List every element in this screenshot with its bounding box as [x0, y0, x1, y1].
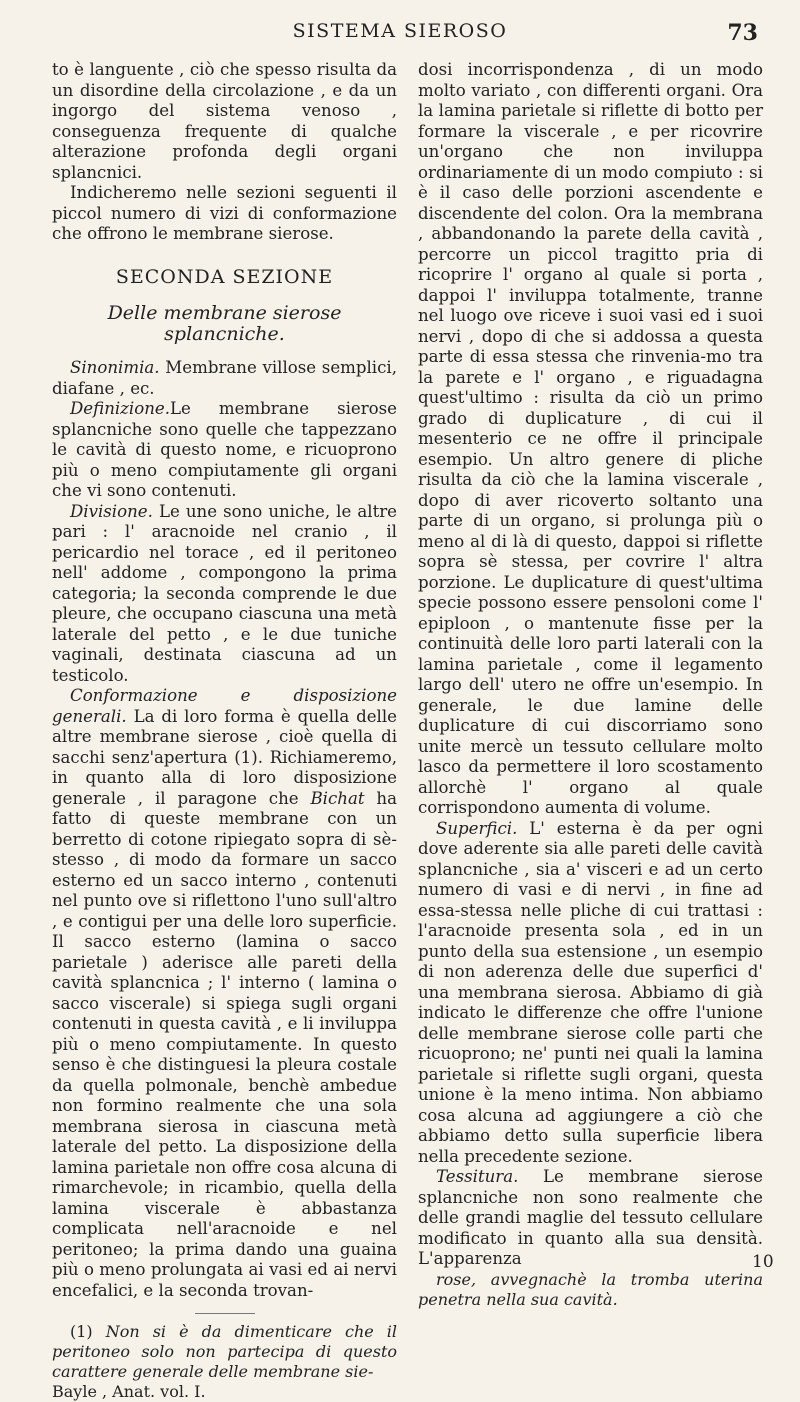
term-label: Definizione.: [70, 399, 171, 418]
paragraph-text: Le membrane sierose splancniche non sono realmente che delle grandi maglie del tessuto cellulare modificato in quanto alla sua densità. L'apparenza: [418, 1167, 763, 1268]
left-column: [52, 60, 397, 1402]
author-name: Bichat: [310, 788, 365, 808]
paragraph-text: ha fatto di queste membrane con un berretto di cotone ripiegato sopra di sè-stesso , di modo da formare un sacco esterno ed un sacco interno , contenuti nel punto ove si riflettono l'uno sull'altro , e contigui per una delle loro superficie. Il sacco esterno (lamina o sacco parietale ) aderisce alle pareti della cavità splancnica ; l' interno ( lamina o sacco viscerale) si spiega sugli organi contenuti in questa cavità , e li inviluppa più o meno compiutamente. In questo senso è che distinguesi la pleura costale da quella polmonale, benchè ambedue non formino realmente che una sola membrana sierosa in ciascuna metà laterale del petto. La disposizione della lamina parietale non offre cosa alcuna di rimarchevole; in ricambio, quella della lamina viscerale è abbastanza complicata nell'aracnoide e nel peritoneo; la prima dando una guaina più o meno prolungata ai vasi ed ai nervi encefalici, e la seconda trovan-: [52, 788, 397, 1300]
term-label: Conformazione e disposizione generali.: [52, 686, 397, 726]
paragraph-definizione: [52, 399, 397, 502]
paragraph-tessitura: [418, 1167, 763, 1270]
footnote-citation: Bayle , Anat. vol. I.: [52, 1382, 206, 1401]
term-label: Tessitura.: [436, 1167, 519, 1186]
footnote: [52, 1322, 397, 1402]
signature-mark: 10: [752, 1252, 774, 1272]
paragraph: Indicheremo nelle sezioni seguenti il piccol numero di vizi di conformazione che offrono le membrane sierose.: [52, 183, 397, 243]
paragraph-text: La di loro forma è quella delle altre membrane sierose , cioè quella di sacchi senz'apertura (1). Richiameremo, in quanto alla di loro disposizione generale , il paragone che: [52, 706, 397, 808]
page-header: [0, 20, 800, 50]
paragraph-text: Membrane villose semplici, diafane , ec.: [52, 358, 397, 398]
footnote-text: Non si è da dimenticare che il peritoneo solo non partecipa di questo carattere generale delle membrane sie-: [52, 1322, 397, 1381]
paragraph-text: L' esterna è da per ogni dove aderente sia alle pareti delle cavità splancniche , sia a' visceri e ad un certo numero di vasi e di nervi , in fine ad essa-stessa nelle pliche di cui trattasi : l'aracnoide presenta sola , ed in un punto della sua estensione , un esempio di non aderenza delle due superfici d' una membrana sierosa. Abbiamo di già indicato le differenze che offre l'unione delle membrane sierose colle parti che ricuoprono; ne' punti nei quali la lamina parietale si riflette sugli organi, questa unione è la meno intima. Non abbiamo cosa alcuna ad aggiungere a ciò che abbiamo detto sulla superficie libera nella precedente sezione.: [418, 818, 763, 1166]
right-column: [418, 60, 763, 1310]
paragraph-divisione: [52, 502, 397, 687]
footnote-continuation: rose, avvegnachè la tromba uterina penetra nella sua cavità.: [418, 1269, 763, 1309]
term-label: Divisione.: [70, 501, 153, 521]
term-label: Superfici.: [436, 818, 518, 838]
paragraph-text: Le membrane sierose splancniche sono quelle che tappezzano le cavità di questo nome, e ricuoprono più o meno compiutamente gli organi che vi sono contenuti.: [52, 399, 397, 500]
term-label: Sinonimia.: [70, 358, 160, 377]
section-title: SECONDA SEZIONE: [115, 265, 334, 288]
paragraph: to è languente , ciò che spesso risulta da un disordine della circolazione , e da un ingorgo del sistema venoso , conseguenza frequente di qualche alterazione profonda degli organi splancnici.: [52, 60, 397, 182]
paragraph-text: Le une sono uniche, le altre pari : l' aracnoide nel cranio , il pericardio nel torace , ed il peritoneo nell' addome , compongono la prima categoria; la seconda comprende le due pleure, che occupano ciascuna una metà laterale del petto , e le due tuniche vaginali, destinata ciascuna ad un testicolo.: [52, 501, 397, 685]
paragraph-conformazione: [52, 686, 397, 1301]
paragraph-superfici: [418, 819, 763, 1168]
page-number: 73: [727, 20, 758, 46]
section-subtitle: Delle membrane sierose splancniche.: [107, 302, 342, 345]
footnote-mark: (1): [70, 1322, 106, 1341]
running-head: SISTEMA SIEROSO: [292, 20, 508, 42]
footnote-separator: [195, 1313, 255, 1314]
paragraph: dosi incorrispondenza , di un modo molto variato , con differenti organi. Ora la lamina parietale si riflette di botto per formare la viscerale , e per ricovrire un'organo che non inviluppa ordinariamente di un modo compiuto : si è il caso delle porzioni ascendente e discendente del colon. Ora la membrana , abbandonando la parete della cavità , percorre un piccol tragitto pria di ricoprire l' organo al quale si porta , dappoi l' inviluppa totalmente, tranne nel luogo ove riceve i suoi vasi ed i suoi nervi , dopo di che si addossa a questa parte di essa stessa che rinvenia-mo tra la parete e l' organo , e riguadagna quest'ultimo : risulta da ciò un primo grado di duplicature , di cui il mesenterio ce ne offre il principale esempio. Un altro genere di pliche risulta da ciò che la lamina viscerale , dopo di aver ricoverto soltanto una parte di un organo, si prolunga più o meno al di là di questo, dappoi si riflette sopra sè stessa, per covrire l' altra porzione. Le duplicature di quest'ultima specie possono essere pensoloni come l' epiploon , o mantenute fisse per la continuità delle loro parti laterali con la lamina parietale , come il legamento largo dell' utero ne offre un'esempio. In generale, le due lamine delle duplicature di cui discorriamo sono unite mercè un tessuto cellulare molto lasco da permettere il loro scostamento allorchè l' organo al quale corrispondono aumenta di volume.: [418, 60, 763, 817]
paragraph-sinonimia: [52, 358, 397, 399]
